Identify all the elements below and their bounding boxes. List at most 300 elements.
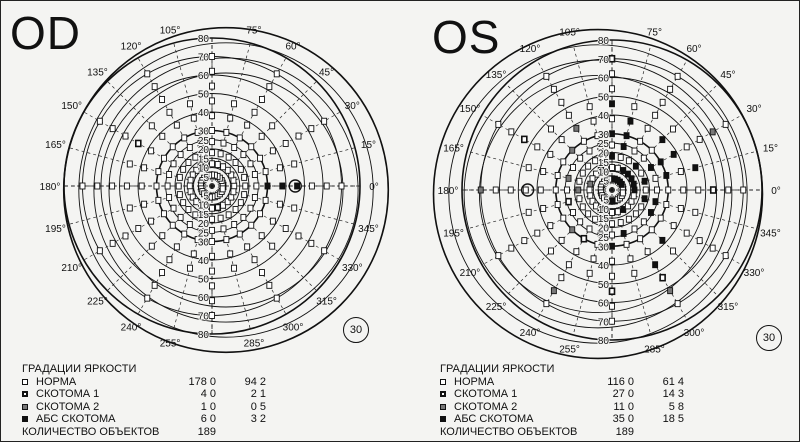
od-object-count-row xyxy=(22,426,266,439)
od-angle-label: 0° xyxy=(369,182,379,193)
od-count-value: 189 xyxy=(197,425,216,438)
os-radius-label-lower: 15 xyxy=(597,214,609,226)
od-test-point-norm xyxy=(221,164,226,170)
od-test-point-norm xyxy=(182,135,187,141)
od-test-point-norm xyxy=(233,207,238,213)
od-test-point-norm xyxy=(259,133,264,139)
od-test-point-norm xyxy=(154,183,159,189)
od-test-point-norm xyxy=(210,298,215,304)
od-legend-label: СКОТОМА 2 xyxy=(36,400,100,413)
od-test-point-norm xyxy=(188,177,193,183)
os-test-point-norm xyxy=(628,256,633,262)
od-test-point-norm xyxy=(170,144,175,150)
os-test-point-norm xyxy=(697,238,702,244)
os-radius-label-upper: 50 xyxy=(597,92,609,104)
os-angle-label: 105° xyxy=(559,27,580,39)
od-test-point-norm xyxy=(228,251,233,257)
od-radius-label-lower: 40 xyxy=(197,256,209,267)
od-test-point-norm xyxy=(161,155,166,161)
od-test-point-norm xyxy=(210,253,215,259)
od-test-point-norm xyxy=(171,161,176,167)
os-legend-row-absolute xyxy=(440,413,684,426)
od-test-point-norm xyxy=(263,197,268,203)
os-test-point-norm xyxy=(535,144,540,150)
od-radius-label-upper: 10 xyxy=(197,163,209,175)
os-test-point-norm xyxy=(496,253,501,259)
od-test-point-norm xyxy=(254,183,259,189)
os-test-point-norm xyxy=(664,202,669,208)
norm-square-icon xyxy=(440,379,454,385)
os-test-point-norm xyxy=(577,196,582,202)
od-test-point-norm xyxy=(238,166,243,172)
od-test-point-norm xyxy=(171,205,176,211)
os-test-point-norm xyxy=(587,187,592,193)
od-test-point-norm xyxy=(221,140,226,146)
os-test-point-abs xyxy=(632,187,637,193)
od-angle-label: 165° xyxy=(45,140,66,152)
od-test-point-norm xyxy=(241,152,246,158)
os-angle-label: 300° xyxy=(683,328,705,340)
od-test-point-norm xyxy=(215,162,220,168)
os-test-point-norm xyxy=(544,73,549,79)
os-test-point-s2 xyxy=(570,227,575,233)
od-test-point-norm xyxy=(95,183,100,189)
os-test-point-norm xyxy=(538,187,543,193)
od-test-point-norm xyxy=(220,186,225,192)
od-test-point-norm xyxy=(249,222,254,228)
od-legend-value-percent: 0 5 xyxy=(250,400,266,413)
os-test-point-norm xyxy=(587,226,592,232)
os-test-point-s1 xyxy=(660,275,665,281)
os-test-point-norm xyxy=(610,318,615,324)
os-radius-label-upper: 20 xyxy=(597,148,609,160)
os-test-point-norm xyxy=(565,187,570,193)
os-test-point-norm xyxy=(509,129,514,135)
os-test-point-norm xyxy=(541,169,546,175)
os-test-point-norm xyxy=(693,209,698,215)
od-test-point-norm xyxy=(110,240,115,246)
od-test-point-norm xyxy=(233,159,238,165)
od-test-point-s1 xyxy=(215,204,220,210)
od-radius-label-lower: 5 xyxy=(203,191,209,203)
od-test-point-norm xyxy=(267,84,272,90)
os-angle-label: 135° xyxy=(485,70,507,82)
os-test-point-norm xyxy=(670,248,675,254)
os-test-point-norm xyxy=(559,275,564,281)
od-test-point-norm xyxy=(170,222,175,228)
os-test-point-norm xyxy=(522,238,527,244)
os-angle-label: 45° xyxy=(720,70,736,82)
os-test-point-norm xyxy=(658,215,663,221)
os-radius-label-upper: 30 xyxy=(597,129,609,141)
os-test-point-norm xyxy=(638,236,643,242)
os-legend-title: ГРАДАЦИИ ЯРКОСТИ xyxy=(440,363,555,375)
od-test-point-norm xyxy=(252,172,257,178)
od-radius-label-lower: 50 xyxy=(197,274,209,286)
od-legend-label: СКОТОМА 1 xyxy=(36,388,100,400)
os-test-point-norm xyxy=(493,187,498,193)
os-test-point-norm xyxy=(615,209,620,215)
od-angle-label: 330° xyxy=(341,263,363,274)
os-angle-label: 225° xyxy=(485,301,507,313)
od-legend-value-count: 4 0 xyxy=(200,388,216,400)
os-test-point-norm xyxy=(610,303,615,309)
os-test-point-norm xyxy=(523,187,528,193)
os-eye-title: OS xyxy=(432,11,501,63)
od-test-point-norm xyxy=(167,109,172,115)
os-test-point-abs xyxy=(660,137,665,143)
od-radius-label-upper: 5 xyxy=(203,172,209,184)
od-test-point-norm xyxy=(161,211,166,217)
os-test-point-norm xyxy=(586,163,591,169)
od-test-point-norm xyxy=(167,257,172,263)
od-angle-label: 210° xyxy=(61,263,83,274)
os-angle-label: 330° xyxy=(743,268,765,279)
od-test-point-norm xyxy=(258,155,263,161)
os-radius-label-upper: 25 xyxy=(597,139,609,151)
od-test-point-norm xyxy=(210,128,215,134)
od-test-point-norm xyxy=(210,98,215,104)
os-test-point-norm xyxy=(559,137,564,143)
os-test-point-abs xyxy=(610,153,615,159)
os-test-point-s1 xyxy=(610,288,615,294)
od-test-point-norm xyxy=(187,183,192,189)
od-radius-label-upper: 80 xyxy=(197,34,209,45)
os-test-point-abs xyxy=(642,196,647,202)
od-field-number-badge: 30 xyxy=(343,317,369,343)
absolute-scotoma-square-icon xyxy=(22,416,36,422)
od-test-point-norm xyxy=(181,200,186,206)
od-test-point-norm xyxy=(210,205,215,211)
od-test-point-norm xyxy=(232,221,237,227)
os-test-point-norm xyxy=(649,227,654,233)
od-test-point-norm xyxy=(149,123,154,129)
os-angle-label: 255° xyxy=(559,344,580,356)
os-test-point-s2 xyxy=(710,129,715,135)
os-test-point-abs xyxy=(653,199,658,205)
os-test-point-s2 xyxy=(566,175,571,181)
od-test-point-norm xyxy=(97,248,102,254)
od-test-point-norm xyxy=(142,201,147,207)
os-test-point-norm xyxy=(666,187,671,193)
norm-square-icon xyxy=(22,379,36,385)
os-angle-label: 15° xyxy=(762,143,778,155)
od-test-point-norm xyxy=(232,265,237,271)
os-test-point-norm xyxy=(544,301,549,307)
od-test-point-norm xyxy=(245,244,250,250)
od-test-point-norm xyxy=(249,144,254,150)
od-test-point-norm xyxy=(174,122,179,128)
os-radius-label-upper: 70 xyxy=(597,54,609,66)
od-test-point-norm xyxy=(309,126,314,132)
os-test-point-norm xyxy=(641,155,646,161)
os-test-point-s2 xyxy=(576,187,581,193)
od-brightness-legend xyxy=(22,363,266,438)
os-test-point-norm xyxy=(610,86,615,92)
od-test-point-norm xyxy=(283,140,288,146)
od-radius-label-upper: 15 xyxy=(197,154,209,166)
od-radius-label-upper: 60 xyxy=(197,71,209,82)
os-test-point-norm xyxy=(655,187,660,193)
od-test-point-norm xyxy=(232,145,237,151)
os-radius-label-upper: 80 xyxy=(597,36,609,47)
od-angle-label: 345° xyxy=(358,223,379,235)
os-brightness-legend xyxy=(440,363,684,438)
os-test-point-norm xyxy=(610,71,615,77)
od-angle-label: 225° xyxy=(87,296,108,308)
od-test-point-norm xyxy=(167,194,172,200)
od-test-point-norm xyxy=(252,257,257,263)
os-test-point-norm xyxy=(496,121,501,127)
os-radius-label-lower: 60 xyxy=(597,298,609,310)
od-test-point-norm xyxy=(210,216,215,222)
od-test-point-norm xyxy=(123,233,128,239)
os-test-point-norm xyxy=(653,175,658,181)
os-radius-label-lower: 20 xyxy=(597,223,609,235)
od-test-point-abs xyxy=(295,183,300,189)
od-test-point-norm xyxy=(241,214,246,220)
os-angle-label: 165° xyxy=(443,143,464,155)
od-legend-row-norm xyxy=(22,376,266,389)
od-test-point-norm xyxy=(178,214,183,220)
os-test-point-abs xyxy=(610,243,615,249)
od-legend-label: НОРМА xyxy=(36,375,77,388)
os-test-point-norm xyxy=(618,154,623,160)
os-legend-label: НОРМА xyxy=(454,375,495,388)
od-test-point-norm xyxy=(292,205,297,211)
od-test-point-norm xyxy=(174,244,179,250)
os-test-point-norm xyxy=(610,142,615,148)
od-test-point-norm xyxy=(191,115,196,121)
od-legend-value-count: 6 0 xyxy=(200,413,216,425)
scotoma1-square-icon xyxy=(22,391,36,397)
os-angle-label: 120° xyxy=(519,43,541,55)
od-test-point-norm xyxy=(142,165,147,171)
os-test-point-norm xyxy=(610,258,615,264)
os-test-point-norm xyxy=(618,220,623,226)
os-test-point-norm xyxy=(615,165,620,171)
od-legend-title: ГРАДАЦИИ ЯРКОСТИ xyxy=(22,363,137,375)
od-test-point-norm xyxy=(177,174,182,180)
os-test-point-norm xyxy=(555,172,560,178)
od-test-point-norm xyxy=(139,183,144,189)
od-test-point-norm xyxy=(110,183,115,189)
os-angle-label: 195° xyxy=(443,228,464,240)
os-test-point-norm xyxy=(577,178,582,184)
os-radius-label-upper: 5 xyxy=(603,176,609,188)
os-test-point-norm xyxy=(551,86,556,92)
os-test-point-s2 xyxy=(588,181,593,187)
od-test-point-s1 xyxy=(136,140,141,146)
od-test-point-norm xyxy=(232,183,237,189)
os-legend-value-percent: 5 8 xyxy=(668,400,684,413)
od-angle-label: 195° xyxy=(45,223,66,235)
os-test-point-s2 xyxy=(668,288,673,294)
os-test-point-norm xyxy=(587,270,592,276)
od-test-point-norm xyxy=(221,226,226,232)
os-test-point-norm xyxy=(645,249,650,255)
os-test-point-norm xyxy=(535,230,540,236)
os-angle-label: 315° xyxy=(717,301,739,313)
os-field-number-badge: 30 xyxy=(756,325,782,351)
od-test-point-norm xyxy=(210,283,215,289)
od-test-point-norm xyxy=(263,169,268,175)
os-test-point-norm xyxy=(586,211,591,217)
od-angle-label: 60° xyxy=(285,41,301,53)
od-test-point-norm xyxy=(252,109,257,115)
od-angle-label: 120° xyxy=(120,41,142,53)
od-test-point-norm xyxy=(165,183,170,189)
od-test-point-norm xyxy=(156,169,161,175)
od-test-point-norm xyxy=(149,218,154,224)
os-test-point-norm xyxy=(681,187,686,193)
od-test-point-norm xyxy=(270,243,275,249)
od-radius-label-upper: 40 xyxy=(197,108,209,119)
od-legend-value-count: 178 0 xyxy=(188,375,216,388)
os-test-point-norm xyxy=(553,187,558,193)
od-test-point-norm xyxy=(210,161,215,167)
os-test-point-abs xyxy=(642,178,647,184)
od-test-point-norm xyxy=(181,166,186,172)
od-angle-label: 105° xyxy=(159,25,181,37)
od-test-point-norm xyxy=(324,183,329,189)
od-test-point-norm xyxy=(186,159,191,165)
os-object-count-row xyxy=(440,426,684,439)
os-test-point-norm xyxy=(632,148,637,154)
os-test-point-s1 xyxy=(610,56,615,62)
os-test-point-norm xyxy=(549,248,554,254)
os-test-point-norm xyxy=(723,253,728,259)
od-test-point-norm xyxy=(127,205,132,211)
od-test-point-norm xyxy=(187,265,192,271)
od-test-point-norm xyxy=(226,212,231,218)
od-angle-label: 15° xyxy=(360,140,377,152)
os-test-point-abs xyxy=(653,262,658,268)
os-count-label: КОЛИЧЕСТВО ОБЪЕКТОВ xyxy=(440,425,578,438)
od-test-point-abs xyxy=(265,183,270,189)
scotoma1-square-icon xyxy=(440,391,454,397)
os-test-point-norm xyxy=(632,226,637,232)
os-angle-label: 345° xyxy=(760,228,781,240)
os-test-point-norm xyxy=(587,148,592,154)
od-test-point-norm xyxy=(270,218,275,224)
od-legend-value-percent: 94 2 xyxy=(244,375,266,388)
od-test-point-norm xyxy=(224,237,229,243)
od-angle-label: 180° xyxy=(39,182,61,193)
os-test-point-norm xyxy=(587,104,592,110)
os-test-point-norm xyxy=(548,151,553,157)
od-eye-title: OD xyxy=(10,7,81,59)
od-test-point-norm xyxy=(224,129,229,135)
od-radius-label-upper: 25 xyxy=(197,135,209,147)
os-test-point-abs xyxy=(621,230,626,236)
os-test-point-s2 xyxy=(478,187,483,193)
od-test-point-norm xyxy=(210,239,215,245)
os-legend-label: СКОТОМА 2 xyxy=(454,400,518,413)
os-angle-label: 0° xyxy=(771,186,781,197)
os-test-point-s2 xyxy=(551,288,556,294)
os-legend-label: СКОТОМА 1 xyxy=(454,388,518,400)
os-test-point-norm xyxy=(668,86,673,92)
os-legend-value-count: 116 0 xyxy=(607,375,634,388)
od-test-point-norm xyxy=(322,248,327,254)
os-radius-label-lower: 50 xyxy=(597,279,609,291)
od-test-point-norm xyxy=(277,201,282,207)
os-angle-label: 285° xyxy=(644,344,665,356)
od-test-point-norm xyxy=(232,101,237,107)
os-test-point-abs xyxy=(610,131,615,137)
os-test-point-abs xyxy=(671,151,676,157)
od-count-label: КОЛИЧЕСТВО ОБЪЕКТОВ xyxy=(22,425,160,438)
os-test-point-norm xyxy=(591,256,596,262)
od-test-point-norm xyxy=(160,233,165,239)
os-legend-row-norm xyxy=(440,376,684,389)
od-legend-label: АБС СКОТОМА xyxy=(36,413,116,425)
os-radius-label-upper: 10 xyxy=(597,167,609,179)
os-angle-label: 240° xyxy=(519,328,541,340)
os-test-point-norm xyxy=(580,204,585,210)
os-test-point-norm xyxy=(610,116,615,122)
od-test-point-norm xyxy=(296,133,301,139)
od-legend-row-absolute xyxy=(22,413,266,426)
os-test-point-norm xyxy=(559,237,564,243)
od-radius-label-upper: 50 xyxy=(197,89,209,101)
od-test-point-norm xyxy=(210,139,215,145)
od-test-point-norm xyxy=(218,215,223,221)
os-angle-label: 180° xyxy=(437,186,459,197)
os-test-point-norm xyxy=(649,147,654,153)
os-test-point-norm xyxy=(620,190,625,196)
os-test-point-norm xyxy=(678,169,683,175)
od-test-point-norm xyxy=(258,211,263,217)
os-test-point-norm xyxy=(610,165,615,171)
od-test-point-norm xyxy=(210,150,215,156)
os-radius-label-lower: 25 xyxy=(597,232,609,244)
od-test-point-norm xyxy=(210,54,215,60)
os-test-point-norm xyxy=(526,165,531,171)
od-test-point-norm xyxy=(237,231,242,237)
od-test-point-norm xyxy=(178,152,183,158)
od-test-point-norm xyxy=(210,83,215,89)
os-test-point-norm xyxy=(581,138,586,144)
od-test-point-norm xyxy=(127,161,132,167)
os-test-point-s1 xyxy=(581,236,586,242)
od-test-point-norm xyxy=(228,115,233,121)
os-legend-value-percent: 14 3 xyxy=(662,388,684,400)
od-test-point-norm xyxy=(283,226,288,232)
od-test-point-norm xyxy=(176,183,181,189)
od-test-point-abs xyxy=(280,183,285,189)
os-test-point-norm xyxy=(580,170,585,176)
os-legend-row-scotoma1 xyxy=(440,388,684,401)
od-test-point-norm xyxy=(274,295,279,301)
os-test-point-norm xyxy=(710,245,715,251)
os-test-point-norm xyxy=(645,125,650,131)
od-angle-label: 240° xyxy=(120,322,142,334)
os-test-point-norm xyxy=(696,187,701,193)
os-radius-label-upper: 40 xyxy=(597,111,609,122)
os-test-point-norm xyxy=(610,210,615,216)
os-test-point-norm xyxy=(626,158,631,164)
os-test-point-norm xyxy=(653,112,658,118)
od-test-point-norm xyxy=(186,207,191,213)
os-test-point-s2 xyxy=(574,125,579,131)
os-test-point-norm xyxy=(566,262,571,268)
od-test-point-norm xyxy=(248,161,253,167)
od-test-point-norm xyxy=(97,118,102,124)
od-test-point-norm xyxy=(210,113,215,119)
od-test-point-norm xyxy=(309,183,314,189)
